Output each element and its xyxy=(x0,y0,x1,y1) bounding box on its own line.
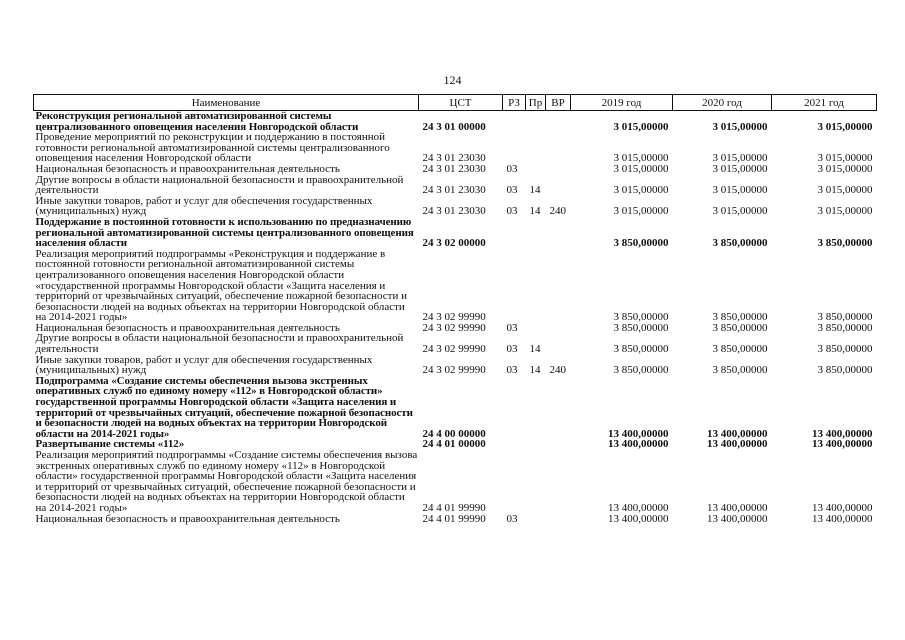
row-vr xyxy=(546,514,571,525)
row-2019: 3 015,00000 xyxy=(613,162,669,175)
row-rz: 03 xyxy=(506,512,518,525)
row-cst: 24 3 02 99990 xyxy=(422,321,486,334)
row-2020: 3 850,00000 xyxy=(712,311,768,324)
row-rz: 03 xyxy=(506,205,518,218)
row-vr xyxy=(546,132,571,164)
row-rz xyxy=(503,450,526,514)
row-pr xyxy=(526,217,546,249)
table-row xyxy=(34,450,877,514)
row-2020: 3 850,00000 xyxy=(712,237,768,250)
header-rz: РЗ xyxy=(503,95,526,111)
row-name: Иные закупки товаров, работ и услуг для обеспечения государственных (муниципальных) нужд xyxy=(35,353,373,377)
row-vr: 240 xyxy=(549,205,566,218)
row-2020: 3 015,00000 xyxy=(712,162,768,175)
row-cst: 24 3 02 99990 xyxy=(422,364,486,377)
row-pr xyxy=(526,164,546,175)
row-2021: 3 015,00000 xyxy=(817,120,873,133)
row-2021: 3 850,00000 xyxy=(817,364,873,377)
table-row xyxy=(34,217,877,249)
row-cst: 24 3 01 23030 xyxy=(422,152,486,165)
row-2019: 13 400,00000 xyxy=(608,427,669,440)
row-name: Национальная безопасность и правоохранительная деятельность xyxy=(35,162,340,175)
row-name: Национальная безопасность и правоохранительная деятельность xyxy=(35,512,340,525)
row-rz xyxy=(503,439,526,450)
row-name: Иные закупки товаров, работ и услуг для обеспечения государственных (муниципальных) нужд xyxy=(35,194,373,218)
row-vr xyxy=(546,164,571,175)
row-2019: 13 400,00000 xyxy=(608,501,669,514)
row-pr: 14 xyxy=(529,184,541,197)
row-name: Национальная безопасность и правоохранительная деятельность xyxy=(35,321,340,334)
table-row xyxy=(34,132,877,164)
row-rz: 03 xyxy=(506,343,518,356)
row-2021: 13 400,00000 xyxy=(812,512,873,525)
row-2019: 3 015,00000 xyxy=(613,205,669,218)
row-cst: 24 4 00 00000 xyxy=(422,427,486,440)
row-name: Реализация мероприятий подпрограммы «Реконструкция и поддержание в постоянной готовности региональной автоматизированной системы централизованного оповещения населения Новгородской области «государственной программы Новгородской области «Защита населения и территорий от чрезвычайных ситуаций, обеспечение пожарной безопасности и безопасности людей на водных объектах на территории Новгородской области на 2014-2021 годы» xyxy=(35,247,408,324)
row-name: Развертывание системы «112» xyxy=(35,438,185,451)
table-body xyxy=(34,111,877,525)
row-cst: 24 3 02 99990 xyxy=(422,311,486,324)
header-vr: ВР xyxy=(546,95,571,111)
row-2020: 3 850,00000 xyxy=(712,364,768,377)
table-row xyxy=(34,249,877,323)
row-name: Реконструкция региональной автоматизированной системы централизованного оповещения населения Новгородской области xyxy=(35,110,359,133)
row-name: Другие вопросы в области национальной безопасности и правоохранительной деятельности xyxy=(35,173,404,197)
row-2020: 13 400,00000 xyxy=(707,501,768,514)
row-rz: 03 xyxy=(506,321,518,334)
row-cst: 24 4 01 99990 xyxy=(422,501,486,514)
table-row xyxy=(34,175,877,196)
row-2021: 3 015,00000 xyxy=(817,152,873,165)
row-rz xyxy=(503,249,526,323)
row-vr xyxy=(546,376,571,440)
row-vr xyxy=(546,175,571,196)
row-pr xyxy=(526,323,546,334)
row-2019: 3 015,00000 xyxy=(613,152,669,165)
row-2021: 3 015,00000 xyxy=(817,162,873,175)
row-vr xyxy=(546,111,571,133)
table-row xyxy=(34,376,877,440)
row-rz xyxy=(503,217,526,249)
row-cst: 24 4 01 00000 xyxy=(422,438,486,451)
row-2019: 3 850,00000 xyxy=(613,321,669,334)
row-pr: 14 xyxy=(529,343,541,356)
table-row xyxy=(34,514,877,525)
row-2021: 3 850,00000 xyxy=(817,237,873,250)
table-row xyxy=(34,111,877,133)
row-2020: 13 400,00000 xyxy=(707,427,768,440)
row-2021: 13 400,00000 xyxy=(812,438,873,451)
row-2019: 3 850,00000 xyxy=(613,343,669,356)
row-vr xyxy=(546,333,571,354)
row-2020: 3 850,00000 xyxy=(712,321,768,334)
row-2019: 3 015,00000 xyxy=(613,184,669,197)
row-vr: 240 xyxy=(549,364,566,377)
row-pr xyxy=(526,376,546,440)
row-2021: 3 850,00000 xyxy=(817,343,873,356)
row-cst: 24 3 01 23030 xyxy=(422,205,486,218)
header-pr: Пр xyxy=(526,95,546,111)
table-row xyxy=(34,355,877,376)
row-vr xyxy=(546,323,571,334)
row-vr xyxy=(546,439,571,450)
row-2021: 3 015,00000 xyxy=(817,184,873,197)
row-rz: 03 xyxy=(506,184,518,197)
row-cst: 24 3 01 00000 xyxy=(422,120,486,133)
row-pr xyxy=(526,514,546,525)
table-row xyxy=(34,333,877,354)
row-2020: 13 400,00000 xyxy=(707,512,768,525)
row-name: Реализация мероприятий подпрограммы «Создание системы обеспечения вызова экстренных оперативных служб по единому номеру «112» в Новгородской области» государственной программы Новгородской области «Защита населения и территорий от чрезвычайных ситуаций, обеспечение пожарной безопасности и безопасности людей на водных объектах на территории Новгородской области на 2014-2021 годы» xyxy=(35,449,418,514)
row-vr xyxy=(546,249,571,323)
row-2021: 13 400,00000 xyxy=(812,501,873,514)
row-2019: 3 850,00000 xyxy=(613,237,669,250)
row-vr xyxy=(546,450,571,514)
row-2019: 3 850,00000 xyxy=(613,311,669,324)
header-2019: 2019 год xyxy=(571,95,673,111)
row-cst: 24 3 01 23030 xyxy=(422,162,486,175)
row-2020: 3 015,00000 xyxy=(712,120,768,133)
row-name: Другие вопросы в области национальной безопасности и правоохранительной деятельности xyxy=(35,332,404,356)
row-2020: 3 850,00000 xyxy=(712,343,768,356)
header-2020: 2020 год xyxy=(673,95,772,111)
page-number: 124 xyxy=(443,73,462,87)
row-name: Проведение мероприятий по реконструкции и поддержанию в постоянной готовности региональной автоматизированной системы централизованного оповещения населения Новгородской области xyxy=(35,131,390,165)
row-cst: 24 3 02 00000 xyxy=(422,237,486,250)
row-rz xyxy=(503,376,526,440)
row-2020: 3 015,00000 xyxy=(712,205,768,218)
row-2019: 3 015,00000 xyxy=(613,120,669,133)
row-rz xyxy=(503,132,526,164)
table-row xyxy=(34,164,877,175)
row-2019: 13 400,00000 xyxy=(608,438,669,451)
row-pr xyxy=(526,439,546,450)
table-header xyxy=(34,95,877,111)
row-2021: 3 850,00000 xyxy=(817,311,873,324)
row-pr: 14 xyxy=(529,364,541,377)
table-row xyxy=(34,196,877,217)
row-pr: 14 xyxy=(529,205,541,218)
row-2019: 3 850,00000 xyxy=(613,364,669,377)
row-cst: 24 3 02 99990 xyxy=(422,343,486,356)
row-2020: 13 400,00000 xyxy=(707,438,768,451)
row-rz: 03 xyxy=(506,162,518,175)
row-pr xyxy=(526,111,546,133)
row-2020: 3 015,00000 xyxy=(712,184,768,197)
row-name: Поддержание в постоянной готовности к использованию по предназначению региональной автоматизированной системы централизованного оповещения населения области xyxy=(35,215,414,250)
row-2020: 3 015,00000 xyxy=(712,152,768,165)
row-name: Подпрограмма «Создание системы обеспечения вызова экстренных оперативных служб по единому номеру «112» в Новгородской области» государственной программы Новгородской области «Защита населения и территорий от чрезвычайных ситуаций, обеспечение пожарной безопасности и безопасности людей на водных объектах на территории Новгородской области на 2014-2021 годы» xyxy=(35,374,413,440)
row-cst: 24 3 01 23030 xyxy=(422,184,486,197)
row-2021: 3 850,00000 xyxy=(817,321,873,334)
row-2019: 13 400,00000 xyxy=(608,512,669,525)
row-pr xyxy=(526,132,546,164)
row-rz xyxy=(503,111,526,133)
row-2021: 3 015,00000 xyxy=(817,205,873,218)
row-2021: 13 400,00000 xyxy=(812,427,873,440)
row-rz: 03 xyxy=(506,364,518,377)
header-cst: ЦСТ xyxy=(419,95,503,111)
row-cst: 24 4 01 99990 xyxy=(422,512,486,525)
row-pr xyxy=(526,450,546,514)
header-2021: 2021 год xyxy=(772,95,877,111)
row-pr xyxy=(526,249,546,323)
header-name: Наименование xyxy=(34,95,419,111)
budget-table xyxy=(33,94,877,524)
row-vr xyxy=(546,217,571,249)
